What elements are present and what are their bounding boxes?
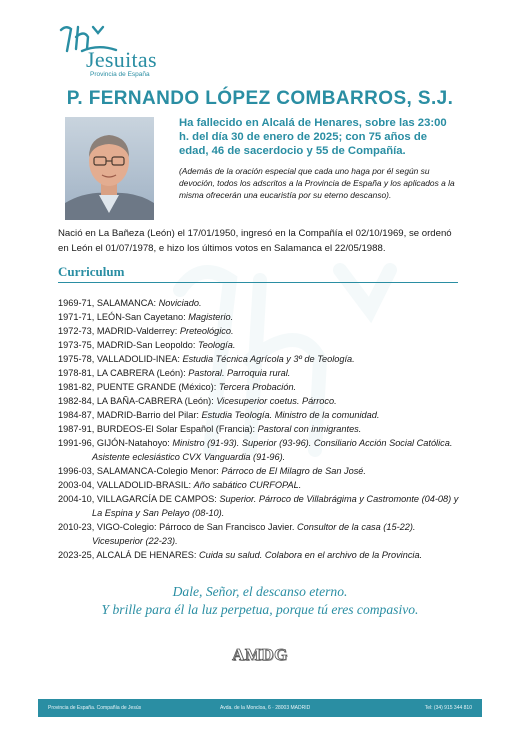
curriculum-item: 1996-03, SALAMANCA-Colegio Menor: Párroco de El Milagro de San José. (58, 466, 366, 476)
curriculum-item: 1982-84, LA BAÑA-CABRERA (León): Vicesuperior coetus. Párroco. (58, 396, 337, 406)
curriculum-item: 1975-78, VALLADOLID-INEA: Estudia Técnica Agrícola y 3º de Teología. (58, 354, 355, 364)
curriculum-divider (58, 282, 458, 283)
death-announcement: Ha fallecido en Alcalá de Henares, sobre las 23:00 h. del día 30 de enero de 2025; con 75 años de edad, 46 de sacerdocio y 55 de Compañía. (179, 117, 447, 157)
curriculum-item: 1991-96, GIJÓN-Natahoyo: Ministro (91-93). Superior (93-96). Consiliario Acción Social Católica. Asistente eclesiástico CVX Vanguardia (91-96). (58, 438, 453, 462)
biography-intro: Nació en La Bañeza (León) el 17/01/1950, ingresó en la Compañía el 02/10/1969, se ordenó en León el 01/07/1978, e hizo los últimos votos en Salamanca el 22/05/1988. (58, 228, 452, 254)
curriculum-item: 1972-73, MADRID-Valderrey: Preteológico. (58, 326, 234, 336)
footer-organization: Provincia de España. Compañía de Jesús (48, 705, 142, 711)
curriculum-heading: Curriculum (58, 264, 125, 279)
curriculum-item: 2023-25, ALCALÁ DE HENARES: Cuida su salud. Colabora en el archivo de la Provincia. (58, 550, 423, 560)
prayer-line-2: Y brille para él la luz perpetua, porque tú eres compasivo. (101, 602, 419, 617)
curriculum-item: 1984-87, MADRID-Barrio del Pilar: Estudia Teología. Ministro de la comunidad. (58, 410, 380, 420)
curriculum-item: 1973-75, MADRID-San Leopoldo: Teología. (58, 340, 236, 350)
curriculum-item: 1981-82, PUENTE GRANDE (México): Tercera Probación. (58, 382, 297, 392)
jesuitas-logo (58, 24, 158, 80)
prayer-request-note: (Además de la oración especial que cada uno haga por él según su devoción, todos los adscritos a la Provincia de España y los aplicados a la misma ofrecerán una eucaristía por su eterno descanso). (179, 166, 455, 200)
curriculum-item: 2010-23, VIGO-Colegio: Párroco de San Francisco Javier. Consultor de la casa (15-22). Vicesuperior (22-23). (58, 522, 416, 546)
curriculum-item: 2003-04, VALLADOLID-BRASIL: Año sabático CURFOPAL. (58, 480, 302, 490)
footer-bar (38, 699, 482, 717)
page-title: P. FERNANDO LÓPEZ COMBARROS, S.J. (66, 88, 454, 109)
curriculum-item: 1969-71, SALAMANCA: Noviciado. (58, 298, 202, 308)
portrait-photo (65, 117, 154, 220)
curriculum-item: 1978-81, LA CABRERA (León): Pastoral. Parroquia rural. (58, 368, 291, 378)
curriculum-item: 1971-71, LEÓN-San Cayetano: Magisterio. (58, 312, 234, 322)
curriculum-list (58, 296, 463, 562)
footer-address: Avda. de la Moncloa, 6 · 28003 MADRID (220, 705, 311, 711)
curriculum-item: 1987-91, BURDEOS-El Solar Español (Francia): Pastoral con inmigrantes. (58, 424, 362, 434)
amdg-motto: AMDG (232, 645, 288, 664)
footer-phone: Tel: (34) 915 344 810 (424, 705, 472, 711)
closing-prayer (0, 583, 520, 619)
logo-subtitle: Provincia de España (90, 71, 150, 78)
prayer-line-1: Dale, Señor, el descanso eterno. (172, 584, 348, 599)
curriculum-item: 2004-10, VILLAGARCÍA DE CAMPOS: Superior. Párroco de Villabrágima y Castromonte (04-08) y La Espina y San Pelayo (08-10). (58, 494, 459, 518)
logo-wordmark: Jesuitas (86, 47, 157, 72)
